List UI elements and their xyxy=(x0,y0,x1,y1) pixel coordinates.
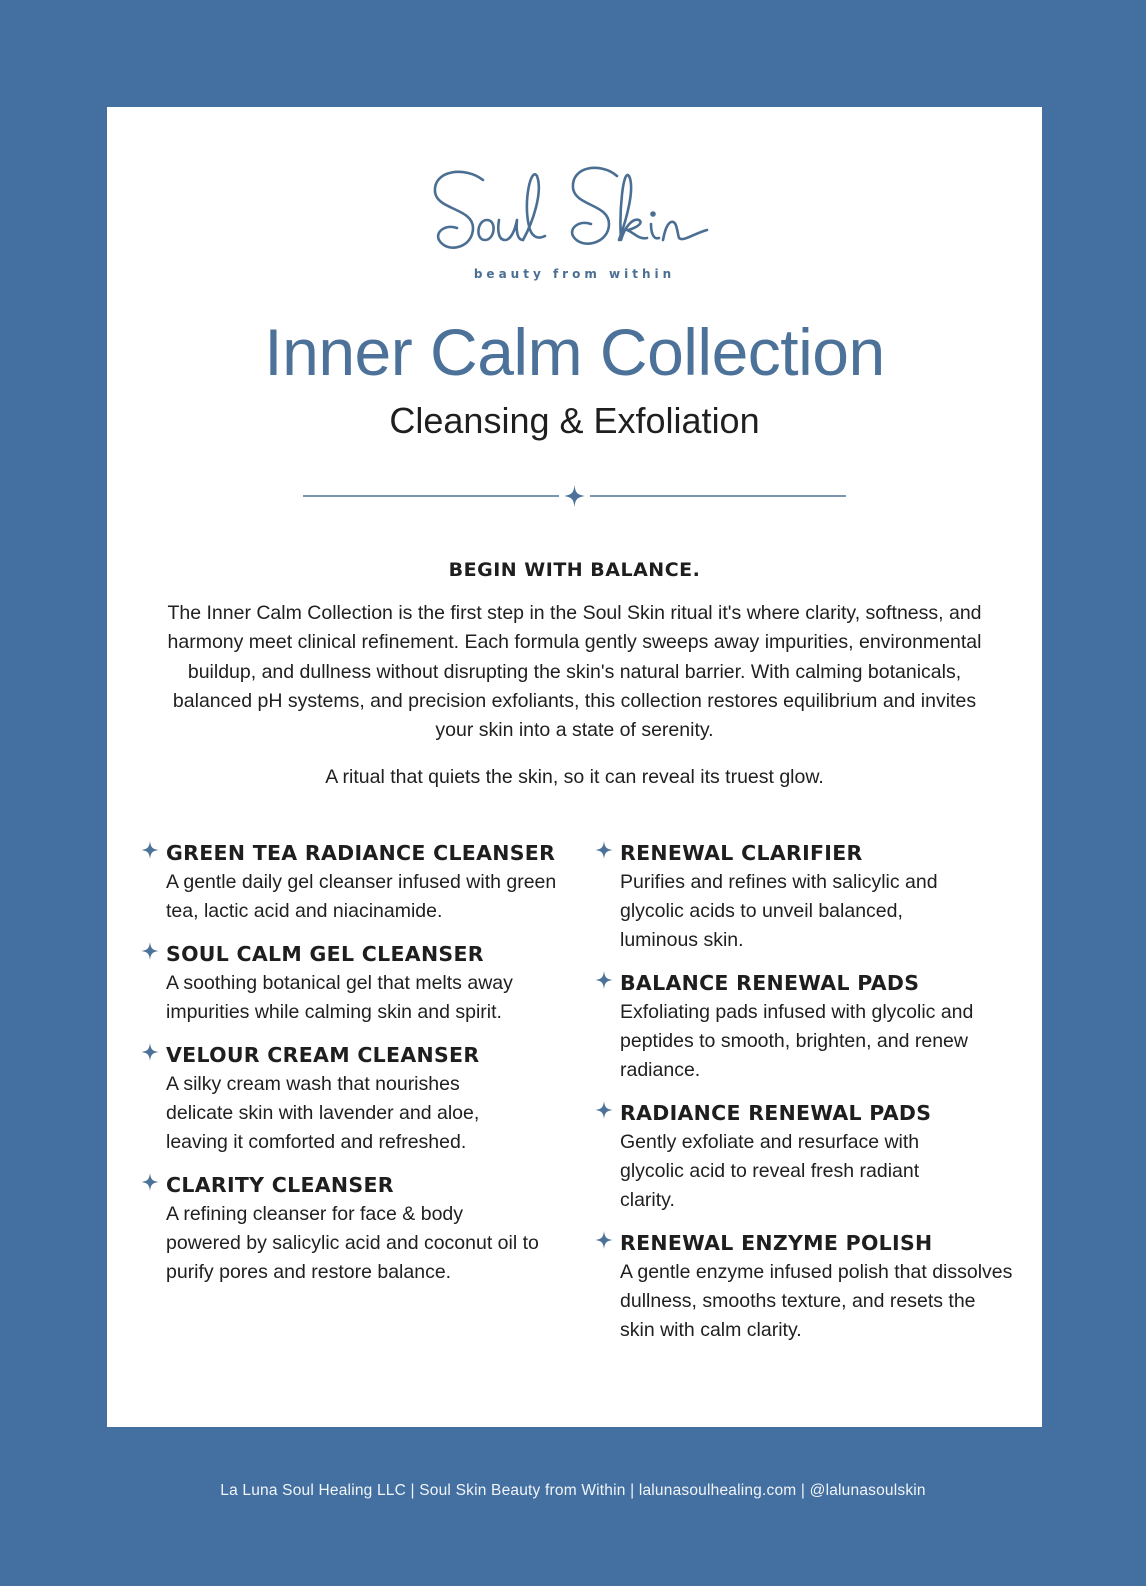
footer-text: La Luna Soul Healing LLC | Soul Skin Beauty from Within | lalunasoulhealing.com | @lalunasoulskin xyxy=(220,1482,926,1499)
intro-tagline: A ritual that quiets the skin, so it can reveal its truest glow. xyxy=(325,766,824,788)
sparkle-icon xyxy=(141,841,159,859)
sparkle-icon xyxy=(141,1043,159,1061)
product-item xyxy=(620,1099,965,1216)
product-name: CLARITY CLEANSER xyxy=(166,1173,394,1197)
product-description: Gently exfoliate and resurface with glycolic acid to reveal fresh radiant clarity. xyxy=(620,1131,920,1212)
page-subtitle: Cleansing & Exfoliation xyxy=(389,400,760,441)
sparkle-icon xyxy=(141,942,159,960)
product-description: A silky cream wash that nourishes delicate skin with lavender and aloe, leaving it comforted and refreshed. xyxy=(166,1073,480,1154)
sparkle-icon xyxy=(595,1231,613,1249)
product-name: RADIANCE RENEWAL PADS xyxy=(620,1101,932,1125)
product-item xyxy=(166,839,561,926)
product-item xyxy=(166,1171,541,1288)
product-description: A gentle daily gel cleanser infused with green tea, lactic acid and niacinamide. xyxy=(166,871,557,923)
product-description: Purifies and refines with salicylic and glycolic acids to unveil balanced, luminous skin. xyxy=(620,871,938,952)
product-item xyxy=(166,940,561,1027)
sparkle-icon xyxy=(595,971,613,989)
sparkle-icon xyxy=(595,841,613,859)
product-item xyxy=(166,1041,511,1158)
sparkle-icon xyxy=(595,1101,613,1119)
product-name: BALANCE RENEWAL PADS xyxy=(620,971,920,995)
intro-heading: BEGIN WITH BALANCE. xyxy=(448,559,701,581)
product-description: A soothing botanical gel that melts away impurities while calming skin and spirit. xyxy=(166,972,513,1024)
product-name: RENEWAL ENZYME POLISH xyxy=(620,1231,933,1255)
soul-skin-logo-icon xyxy=(425,162,725,272)
product-item xyxy=(620,839,965,956)
product-description: A gentle enzyme infused polish that dissolves dullness, smooths texture, and resets the skin with calm clarity. xyxy=(620,1261,1013,1342)
product-name: GREEN TEA RADIANCE CLEANSER xyxy=(166,841,556,865)
product-name: RENEWAL CLARIFIER xyxy=(620,841,863,865)
product-description: Exfoliating pads infused with glycolic and peptides to smooth, brighten, and renew radiance. xyxy=(620,1001,974,1082)
product-name: SOUL CALM GEL CLEANSER xyxy=(166,942,484,966)
product-item xyxy=(620,969,990,1086)
page-title: Inner Calm Collection xyxy=(264,315,885,389)
intro-body: The Inner Calm Collection is the first step in the Soul Skin ritual it's where clarity, softness, and harmony meet clinical refinement. Each formula gently sweeps away impurities, environmental buildup, and dullness without disrupting the skin's natural barrier. With calming botanicals, balanced pH systems, and precision exfoliants, this collection restores equilibrium and invites your skin into a state of serenity. xyxy=(167,602,982,742)
brand-tagline: beauty from within xyxy=(473,267,676,281)
sparkle-icon xyxy=(141,1173,159,1191)
product-name: VELOUR CREAM CLEANSER xyxy=(166,1043,480,1067)
product-description: A refining cleanser for face & body powered by salicylic acid and coconut oil to purify pores and restore balance. xyxy=(166,1203,539,1284)
product-item xyxy=(620,1229,1015,1346)
document-card xyxy=(107,107,1042,1427)
sparkle-divider-icon xyxy=(303,485,846,507)
